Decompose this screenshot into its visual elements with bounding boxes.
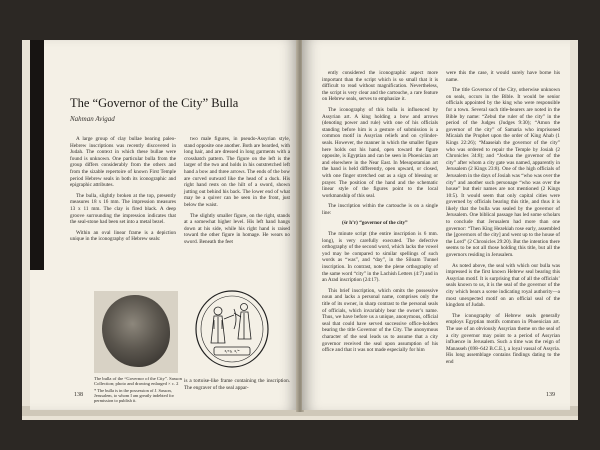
paragraph: The title Governor of the City, otherwise unknown on seals, occurs in the Bible. It would be senior officials appointed by the king who were responsible for a town. Several such title-bearers are noted in the Bible by name: “Zebul the ruler of the city” in the period of the Judges (Judges 9:30); “Amon the governor of the city” of Samaria who imprisoned Micaiah the Prophet upon the order of King Ahab (1 Kings 22:26); “Maaseiah the governor of the city” who was ordered to repair the Temple by Josiah (2 Chronicles 34:8); and “Joshua the governor of the city” after whom a city gate was named, apparently in Jerusalem (2 Kings 23:8). One of the high officials of Jerusalem in the days of Josiah was “who was over the city” and another such personage “who was over the house” but their names are not mentioned (2 Kings 10:5). It would seem that only capital cities were governed by officials bearing this title, and thus it is likely that the bulla was sealed by the governor of Jerusalem. One biblical passage has led some scholars to conclude that Jerusalem had more than one governor: “Then King Hezekiah rose early, assembled the [governors of the city] and went up to the house of the Lord” (2 Chronicles 29:20). But the intention there seems to be not all those holding this title, but all the governors residing in Jerusalem.	[446, 87, 560, 259]
footnote: * The bulla is in the possession of J. Sasson, Jerusalem, to whom I am greatly indebted for permission to publish it.	[94, 388, 174, 404]
paragraph: were this the case, it would surely have borne his name.	[446, 70, 560, 83]
right-column-1	[322, 70, 438, 358]
page-number-left: 138	[74, 392, 83, 398]
paragraph: As noted above, the seal with which our bulla was impressed is the first known Hebrew seal bearing this Assyrian motif. It is surprising that of all the officials’ seals known to us, it is the seal of the governor of the city which bears a scene indicating royal authority—a most unexpected motif on an official seal of the kingdom of Judah.	[446, 262, 560, 309]
right-column-2	[446, 70, 560, 370]
article-title: The “Governor of the City” Bulla	[70, 96, 239, 110]
bulla-image	[102, 295, 170, 367]
left-column-1	[70, 136, 176, 247]
right-page	[302, 40, 570, 410]
paragraph: Within an oval linear frame is a depiction unique in the iconography of Hebrew seals:	[70, 229, 176, 243]
bulla-photo	[94, 291, 178, 373]
paragraph: This brief inscription, which omits the possessive noun and lacks a personal name, comprises only the title of its owner, in sharp contrast to the personal seals of officials, which invariably bear the owner’s name. Thus, we have before us a unique, anonymous, official seal that could have served successive office-holders bearing the title Governor of the City. The anonymous character of the seal leads us to assume that a city governor received the seal upon assumption of his office and that it was not made especially for him	[322, 287, 438, 354]
paragraph: two male figures, in pseudo-Assyrian style, stand opposite one another. Both are bearded, with long hair, and are dressed in long garments with a crosshatch pattern. The figure on the left is the larger of the two and holds in his outstretched left hand a bow and three arrows. The ends of the bow are curved outward like the head of a duck. His right hand rests on the hilt of a sword, shown jutting out behind his back. The lower end of what may be a quiver can be seen in the front, just below the waist.	[184, 136, 290, 208]
svg-text:𐤔𐤓 𐤄𐤏𐤓: 𐤔𐤓 𐤄𐤏𐤓	[224, 349, 240, 355]
paragraph: A large group of clay bullae bearing paleo-Hebrew inscriptions was recently discovered in Judah. The context in which these bullae were found is unknown. One particular bulla from the group differs considerably from the others and from the sizable repertoire of known First Temple period Hebrew seals in both its iconographic and epigraphic attributes.	[70, 136, 176, 189]
paragraph: The iconography of this bulla is influenced by Assyrian art. A king holding a bow and arrows (denoting power and rule) with one of his officials standing before him is a gesture of submission is a common motif in Assyrian reliefs and on cylinder-seals. However, the manner in which the smaller figure here holds out his hand, open toward the figure opposite, is Egyptian and can be seen in Phoenician art and elsewhere in the Near East. In Mesopotamian art the hand is held differently, open upward, or closed, with one finger stretched out as a sign of blessing or prayer. The position of the hand and the schematic linear style of the figures point to the local workmanship of this seal.	[322, 106, 438, 199]
inscription-line: (śr h’r) “governor of the city”	[342, 220, 408, 227]
paragraph: is a tortoise-like frame containing the inscription. The engraver of the seal appar-	[184, 378, 290, 391]
paragraph: The bulla, slightly broken at the top, presently measures 18 x 16 mm. The impression measures 13 x 11 mm. The clay is fired black. A deep groove surrounding the impression indicates that the seal-stone had been set into a metal bezel.	[70, 192, 176, 226]
paragraph: The slightly smaller figure, on the right, stands at a somewhat higher level. His left hand hangs down at his side, while his right hand is raised toward the other figure in homage. He wears no sword. Beneath the feet	[184, 212, 290, 245]
paragraph: The iconography of Hebrew seals generally employs Egyptian motifs common in Phoenician art. The use of an obviously Assyrian theme on the seal of a city governor may point to a period of Assyrian influence in Jerusalem. Such a time was the reign of Manasseh (698–642 B.C.E.), a loyal vassal of Assyria. His long assemblage contains findings dating to the end	[446, 312, 560, 365]
author-name: Nahman Avigad	[70, 115, 115, 123]
bulla-drawing	[180, 289, 298, 375]
open-book	[22, 40, 578, 420]
paragraph: The inscription within the cartouche is on a single line:	[322, 203, 438, 216]
left-page	[30, 40, 298, 410]
page-number-right: 139	[546, 392, 555, 398]
figure-caption: The bulla of the “Governor of the City”. Sasson Collection; photo and drawing enlarged × c. 2	[94, 376, 182, 387]
paragraph: ently considered the iconographic aspect more important than the script which is so small that it is difficult to read without magnification. Nevertheless, the script is very clear and the cartouche, a rare feature on Hebrew seals, serves to emphasize it.	[322, 70, 438, 103]
left-column-2	[184, 136, 290, 250]
black-margin-bar	[30, 40, 44, 270]
paragraph: The minute script (the entire inscription is 6 mm. long), is very carefully executed. The defective orthography of the second word, which lacks the vowel yod may be compared to similar spellings of such words as “was”, and “day”, in the Siloam Tunnel inscription. In contrast, note the plene orthography of the same word “city” in the Lachish Letters (4:7) and in an Arad inscription (24:17).	[322, 231, 438, 284]
left-column-2-bottom	[184, 378, 290, 395]
